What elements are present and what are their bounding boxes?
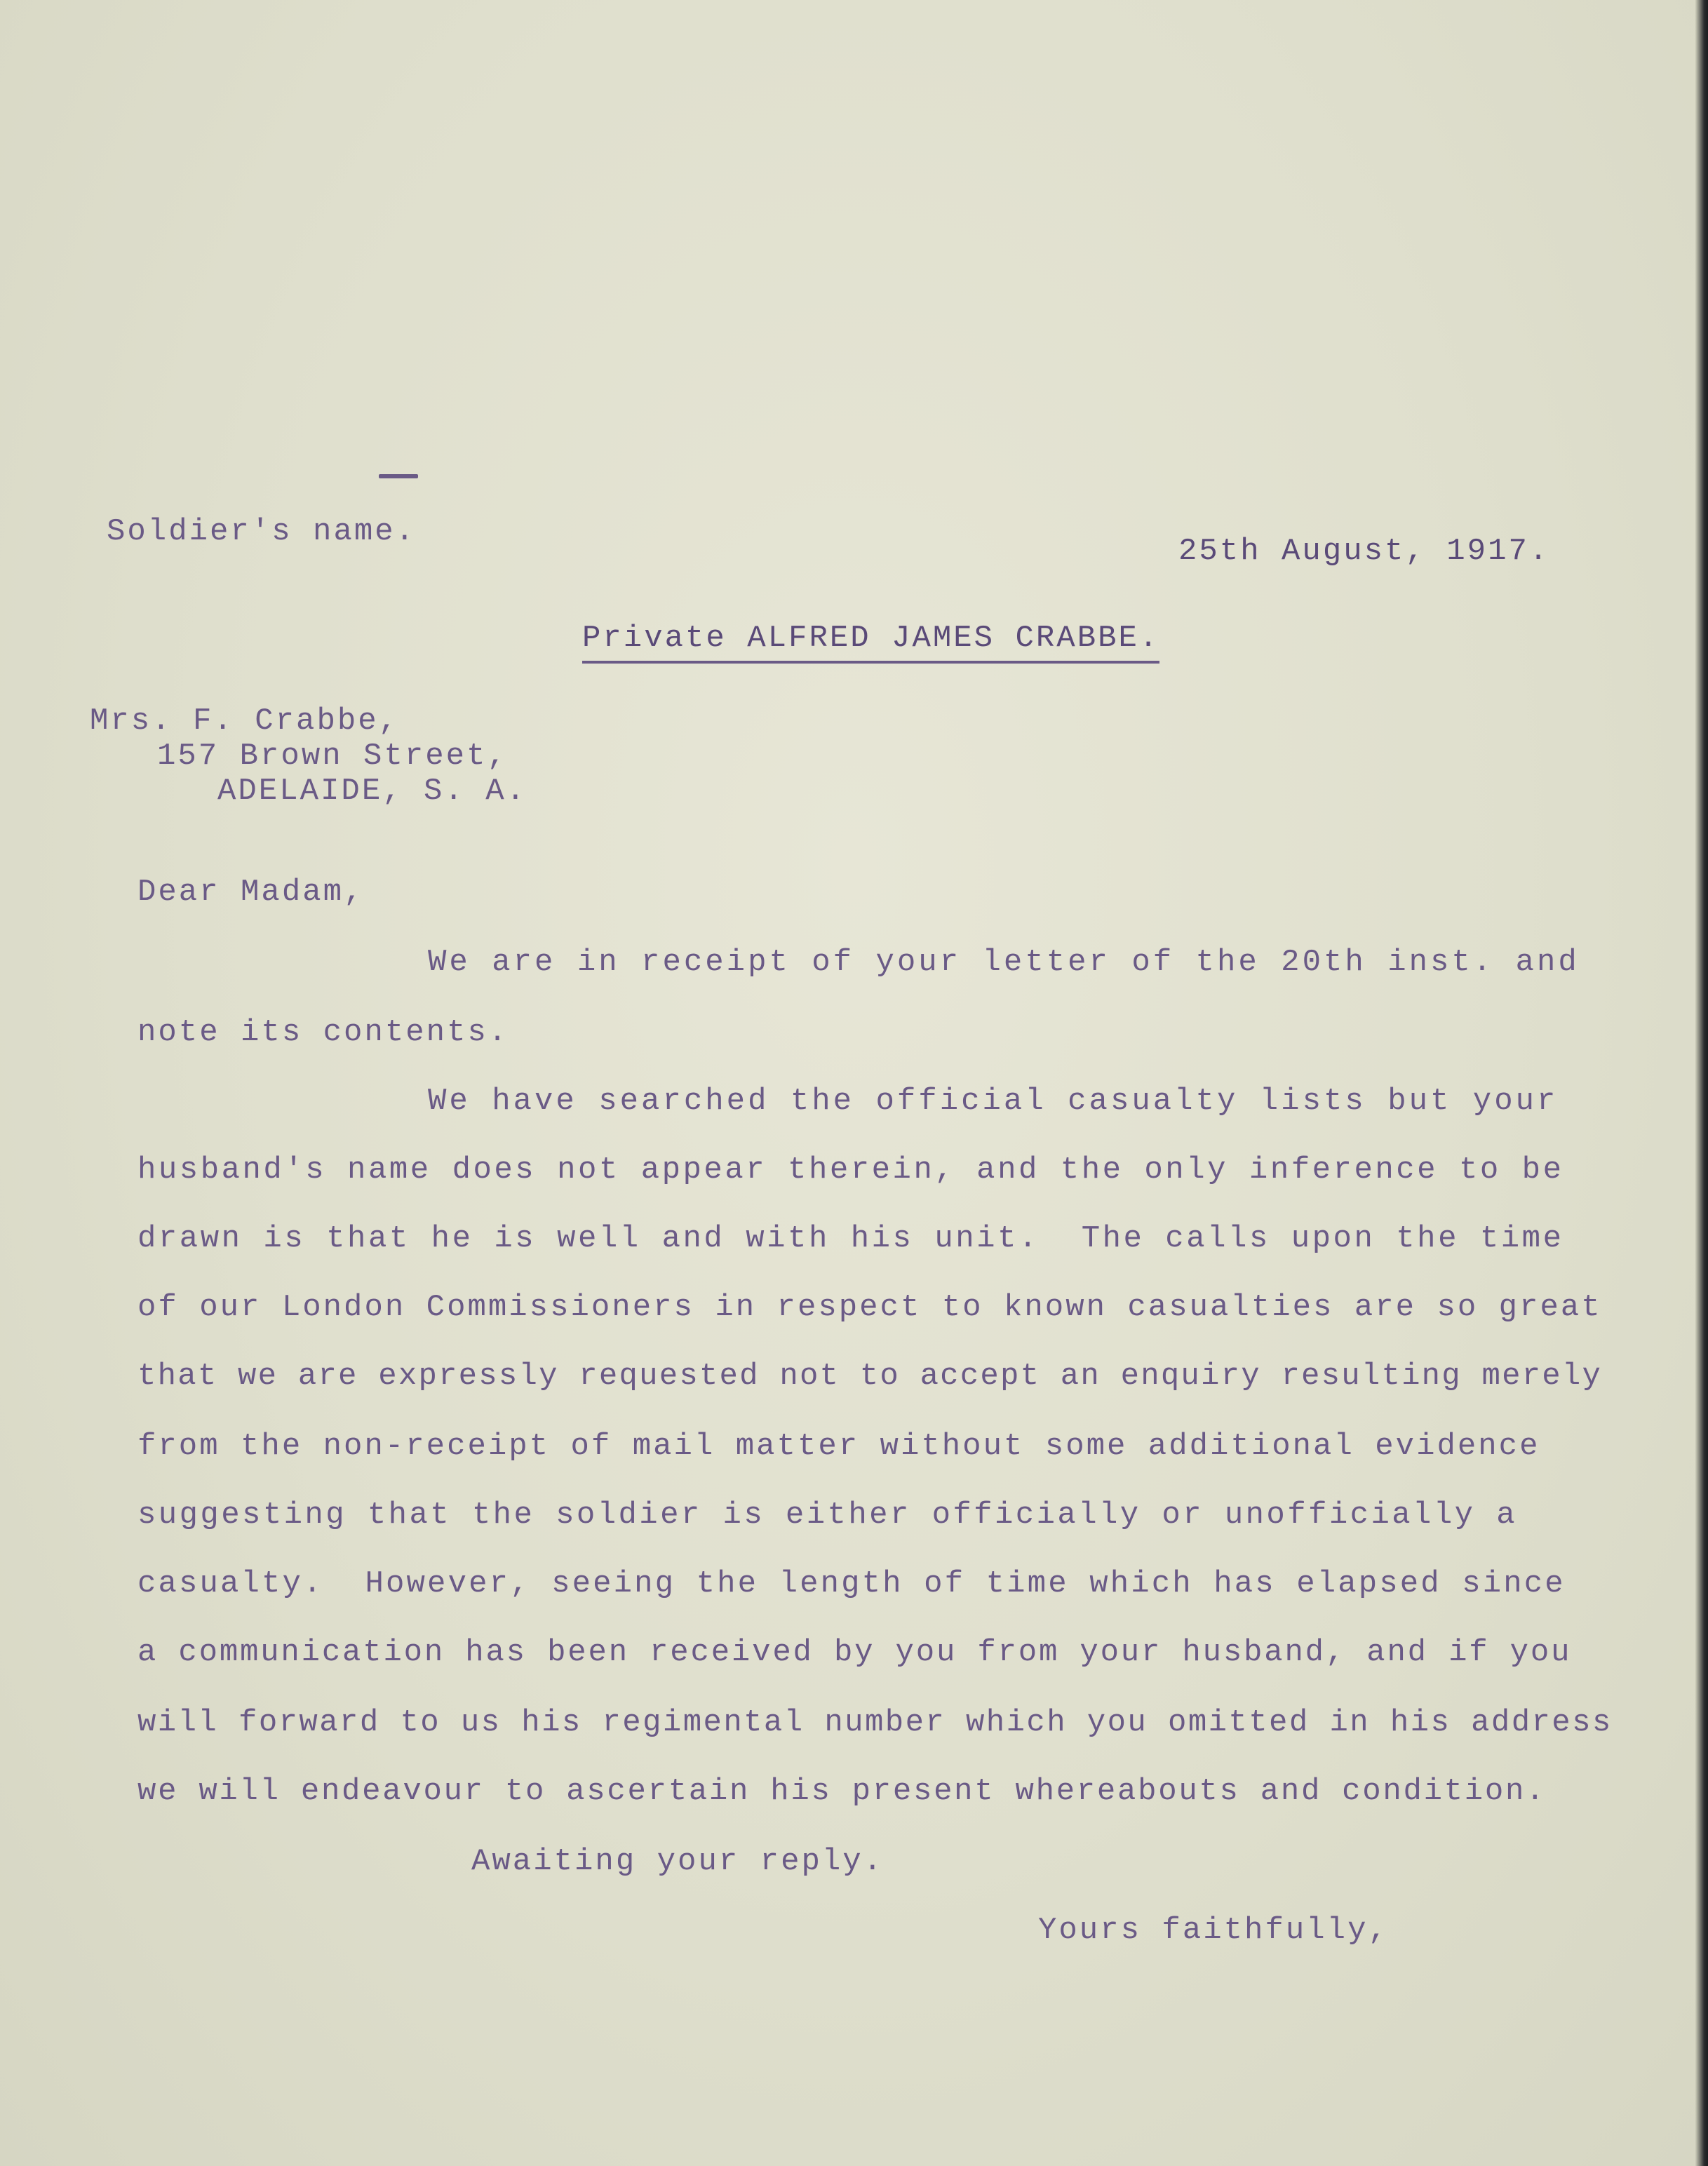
closing-line: Awaiting your reply.	[471, 1844, 885, 1879]
body-line-9: suggesting that the soldier is either officially or unofficially a	[137, 1498, 1518, 1533]
body-line-11: a communication has been received by you from your husband, and if you	[137, 1635, 1572, 1670]
scan-edge	[1695, 0, 1708, 2166]
body-line-5: drawn is that he is well and with his unit. The calls upon the time	[137, 1221, 1564, 1256]
soldier-name-label: Soldier's name.	[107, 514, 417, 549]
recipient-city: ADELAIDE, S. A.	[217, 774, 527, 809]
recipient-street: 157 Brown Street,	[157, 739, 508, 774]
body-line-4: husband's name does not appear therein, and the only inference to be	[137, 1152, 1564, 1188]
ink-dash-mark	[379, 474, 418, 478]
recipient-name: Mrs. F. Crabbe,	[90, 704, 400, 739]
body-line-7: that we are expressly requested not to accept an enquiry resulting merely	[137, 1359, 1603, 1394]
body-line-2: note its contents.	[137, 1015, 509, 1050]
body-line-1: We are in receipt of your letter of the 20th inst. and	[428, 945, 1580, 980]
salutation: Dear Madam,	[137, 875, 365, 910]
body-line-6: of our London Commissioners in respect to known casualties are so great	[137, 1290, 1602, 1325]
body-line-10: casualty. However, seeing the length of time which has elapsed since	[137, 1566, 1566, 1601]
soldier-subject-line: Private ALFRED JAMES CRABBE.	[582, 623, 1159, 664]
valediction: Yours faithfully,	[1038, 1913, 1389, 1948]
body-line-13: we will endeavour to ascertain his present whereabouts and condition.	[137, 1774, 1547, 1809]
letter-date: 25th August, 1917.	[1178, 534, 1550, 569]
body-line-3: We have searched the official casualty lists but your	[428, 1084, 1559, 1119]
body-line-8: from the non-receipt of mail matter without some additional evidence	[137, 1429, 1540, 1464]
body-line-12: will forward to us his regimental number which you omitted in his address	[137, 1705, 1613, 1740]
